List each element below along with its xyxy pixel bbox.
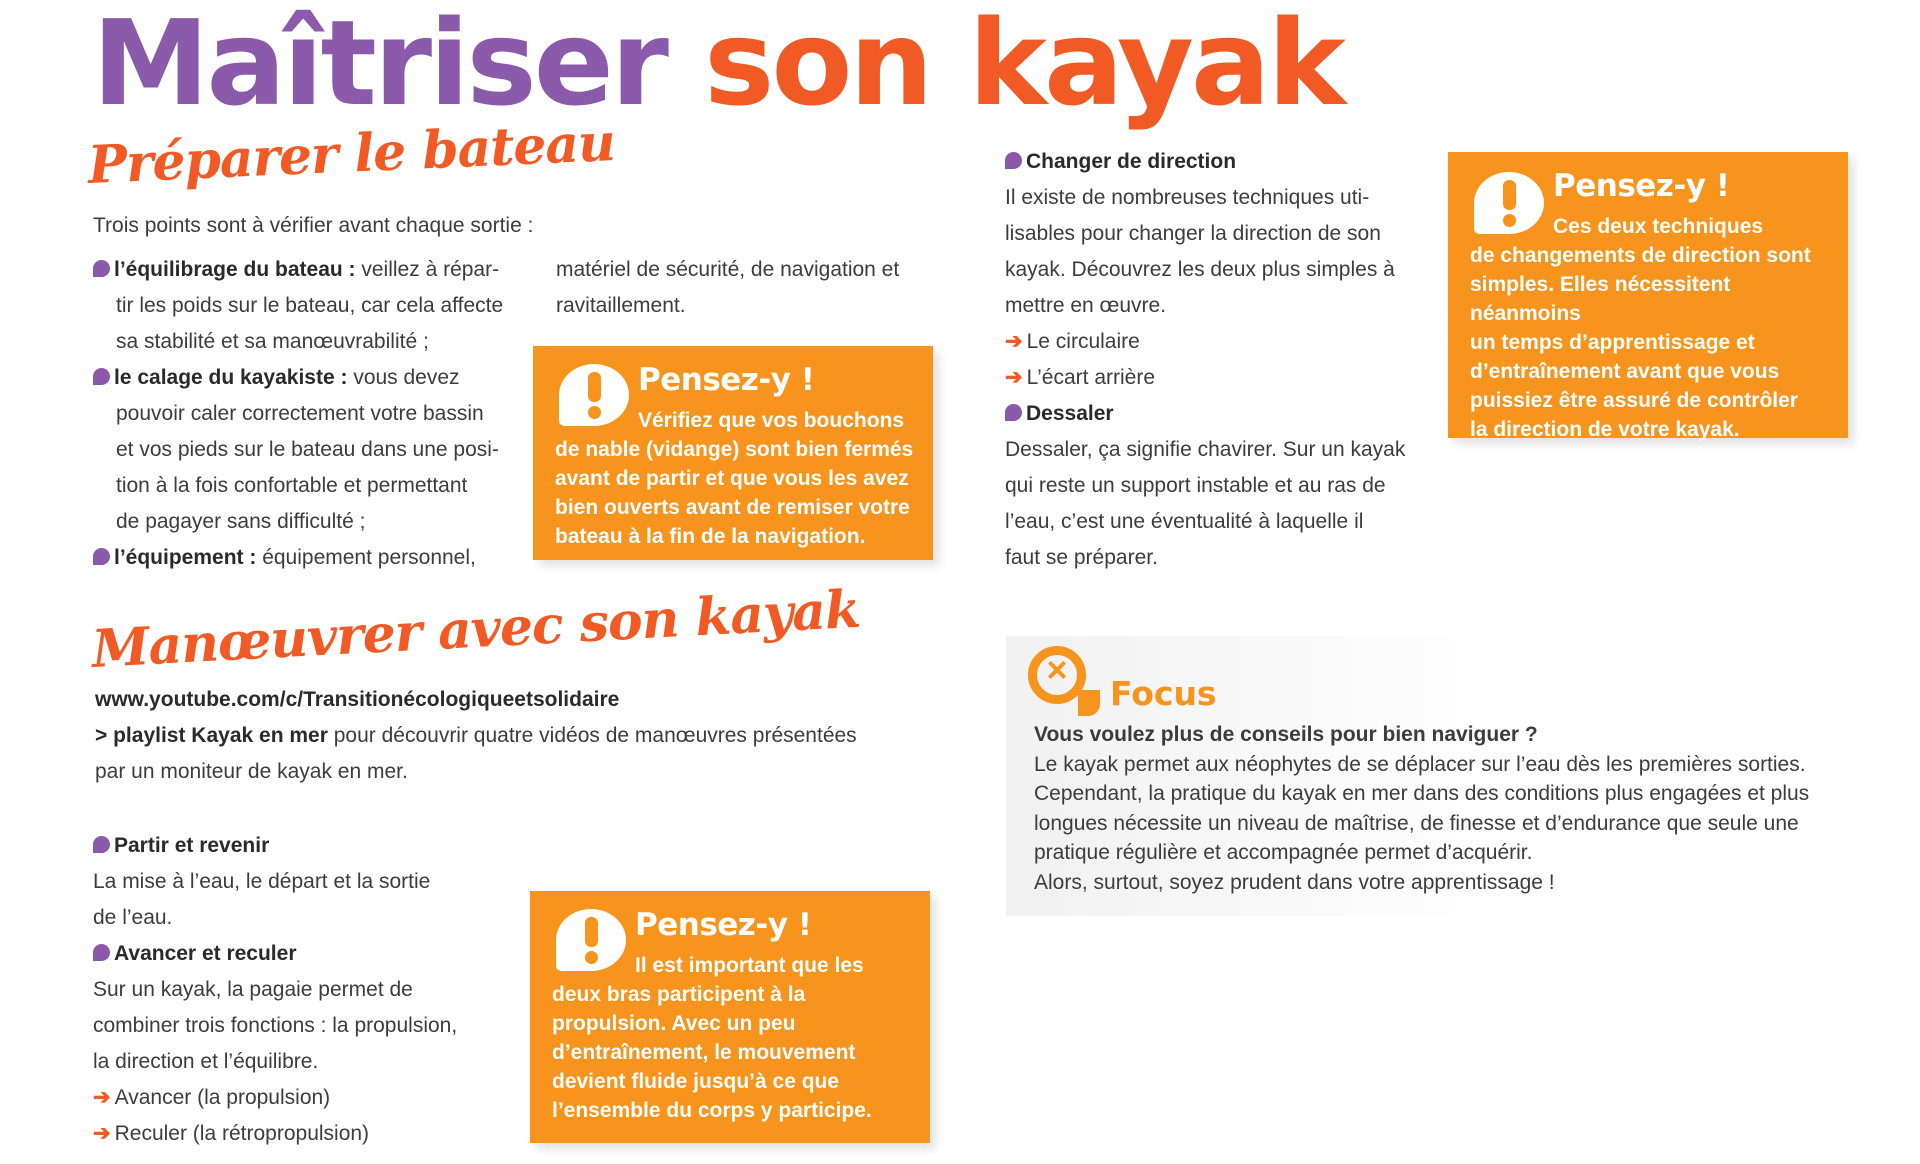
item-line: Dessaler, ça signifie chavirer. Sur un kayak	[1005, 438, 1406, 461]
arrow-item: Le circulaire	[1026, 330, 1140, 353]
exclamation-icon	[559, 364, 629, 426]
item-line: Il existe de nombreuses techniques uti-	[1005, 186, 1370, 209]
bullet-dot-icon	[93, 260, 110, 277]
callout-title: Pensez-y !	[635, 907, 812, 943]
item-line: La mise à l’eau, le départ et la sortie	[93, 870, 431, 893]
page-title	[92, 0, 1343, 132]
callout-line: l’ensemble du corps y participe.	[552, 1099, 872, 1122]
item-line: Sur un kayak, la pagaie permet de	[93, 978, 413, 1001]
callout-line: de nable (vidange) sont bien fermés	[555, 438, 914, 461]
continuation-line: matériel de sécurité, de navigation et	[556, 258, 900, 281]
callout-bras	[530, 891, 930, 1143]
callout-line: devient fluide jusqu’à ce que	[552, 1070, 840, 1093]
callout-line: la direction de votre kayak.	[1470, 418, 1740, 441]
focus-line: pratique régulière et accompagnée permet d’acquérir.	[1034, 841, 1533, 864]
callout-line: de changements de direction sont	[1470, 244, 1811, 267]
arrow-right-icon: ➔	[93, 1086, 111, 1109]
item-line: faut se préparer.	[1005, 546, 1158, 569]
bullet-list-preparer	[93, 252, 513, 576]
magnifier-icon: ×	[1028, 646, 1086, 704]
callout-body	[555, 435, 925, 551]
equipment-continuation	[556, 252, 956, 324]
arrow-item: L’écart arrière	[1026, 366, 1155, 389]
focus-title: Focus	[1110, 674, 1217, 713]
item-heading: Dessaler	[1026, 402, 1114, 425]
arrow-item: Reculer (la rétropropulsion)	[114, 1122, 370, 1145]
callout-body	[1470, 241, 1840, 444]
bullet-dot-icon	[93, 944, 110, 961]
magnifier-handle	[1078, 690, 1100, 716]
bullet-text: veillez à répar-	[361, 258, 500, 281]
exclamation-icon	[556, 909, 626, 971]
bullet-text: vous devez	[353, 366, 460, 389]
bullet-cont: pouvoir caler correctement votre bassin	[116, 402, 484, 425]
arrow-right-icon: ➔	[93, 1122, 111, 1145]
bullet-label: l’équipement :	[114, 546, 257, 569]
item-heading: Changer de direction	[1026, 150, 1237, 173]
focus-line: longues nécessite un niveau de maîtrise, de finesse et d’endurance que seule une	[1034, 811, 1799, 835]
callout-line: simples. Elles nécessitent néanmoins	[1470, 273, 1731, 325]
focus-text	[1034, 720, 1834, 897]
item-line: qui reste un support instable et au ras de	[1005, 474, 1386, 497]
arrow-right-icon: ➔	[1005, 366, 1023, 389]
bullet-cont: tion à la fois confortable et permettant	[116, 474, 468, 497]
arrow-right-icon: ➔	[1005, 330, 1023, 353]
playlist-link[interactable]: > playlist Kayak en mer	[95, 724, 328, 747]
bullet-label: l’équilibrage du bateau :	[114, 258, 356, 281]
bullet-dot-icon	[1005, 404, 1022, 421]
bullet-item	[93, 252, 513, 288]
callout-line: propulsion. Avec un peu	[552, 1012, 796, 1035]
callout-line: puissiez être assuré de contrôler	[1470, 389, 1798, 412]
bullet-dot-icon	[93, 368, 110, 385]
intro-text: Trois points sont à vérifier avant chaque sortie :	[93, 214, 534, 237]
callout-bouchons	[533, 346, 933, 560]
bullet-dot-icon	[93, 548, 110, 565]
item-line: mettre en œuvre.	[1005, 294, 1167, 317]
callout-line: Il est important que les	[635, 954, 864, 977]
callout-line: bateau à la fin de la navigation.	[555, 525, 866, 548]
callout-line: d’entraînement, le mouvement	[552, 1041, 856, 1064]
bullet-text: équipement personnel,	[262, 546, 476, 569]
focus-line: Le kayak permet aux néophytes de se déplacer sur l’eau dès les premières sorties.	[1034, 752, 1806, 776]
title-part2: son kayak	[704, 0, 1343, 132]
continuation-line: ravitaillement.	[556, 294, 686, 317]
item-line: lisables pour changer la direction de son	[1005, 222, 1381, 245]
bullet-cont: de pagayer sans difficulté ;	[116, 510, 366, 533]
item-line: de l’eau.	[93, 906, 173, 929]
item-line: combiner trois fonctions : la propulsion,	[93, 1014, 458, 1037]
bullet-item	[93, 360, 513, 396]
bullet-label: le calage du kayakiste :	[114, 366, 348, 389]
focus-question: Vous voulez plus de conseils pour bien naviguer ?	[1034, 723, 1538, 746]
bullet-cont: tir les poids sur le bateau, car cela affecte	[116, 294, 504, 317]
bullet-cont: sa stabilité et sa manœuvrabilité ;	[116, 330, 429, 353]
callout-line: un temps d’apprentissage et	[1470, 331, 1755, 354]
manoeuvre-list	[93, 828, 513, 1152]
item-line: kayak. Découvrez les deux plus simples à	[1005, 258, 1395, 281]
playlist-text: par un moniteur de kayak en mer.	[95, 760, 408, 783]
video-links	[95, 682, 895, 790]
playlist-text: pour découvrir quatre vidéos de manœuvres présentées	[333, 724, 857, 747]
direction-column	[1005, 144, 1415, 576]
callout-line: Vérifiez que vos bouchons	[638, 409, 905, 432]
callout-line: d’entraînement avant que vous	[1470, 360, 1780, 383]
item-line: l’eau, c’est une éventualité à laquelle il	[1005, 510, 1364, 533]
callout-line: bien ouverts avant de remiser votre	[555, 496, 910, 519]
callout-line: avant de partir et que vous les avez	[555, 467, 909, 490]
focus-box	[1006, 636, 1846, 916]
callout-techniques	[1448, 152, 1848, 441]
callout-body	[552, 980, 922, 1125]
bullet-dot-icon	[93, 836, 110, 853]
callout-line: deux bras participent à la	[552, 983, 806, 1006]
section-heading-preparer: Préparer le bateau	[86, 112, 617, 196]
item-line: la direction et l’équilibre.	[93, 1050, 319, 1073]
bullet-dot-icon	[1005, 152, 1022, 169]
title-part1: Maîtriser	[92, 0, 667, 132]
focus-line: Cependant, la pratique du kayak en mer dans des conditions plus engagées et plus	[1034, 782, 1810, 805]
callout-title: Pensez-y !	[638, 362, 815, 398]
focus-line: Alors, surtout, soyez prudent dans votre apprentissage !	[1034, 870, 1555, 894]
bullet-item	[93, 540, 513, 576]
exclamation-icon	[1474, 172, 1544, 234]
callout-line: Ces deux techniques	[1553, 215, 1764, 238]
youtube-link[interactable]: www.youtube.com/c/Transitionécologiqueetsolidaire	[95, 688, 620, 711]
arrow-item: Avancer (la propulsion)	[114, 1086, 331, 1109]
item-heading: Partir et revenir	[114, 834, 270, 857]
bullet-cont: et vos pieds sur le bateau dans une posi-	[116, 438, 499, 461]
callout-title: Pensez-y !	[1553, 168, 1730, 204]
section-heading-manoeuvrer: Manœuvrer avec son kayak	[90, 578, 862, 680]
item-heading: Avancer et reculer	[114, 942, 297, 965]
